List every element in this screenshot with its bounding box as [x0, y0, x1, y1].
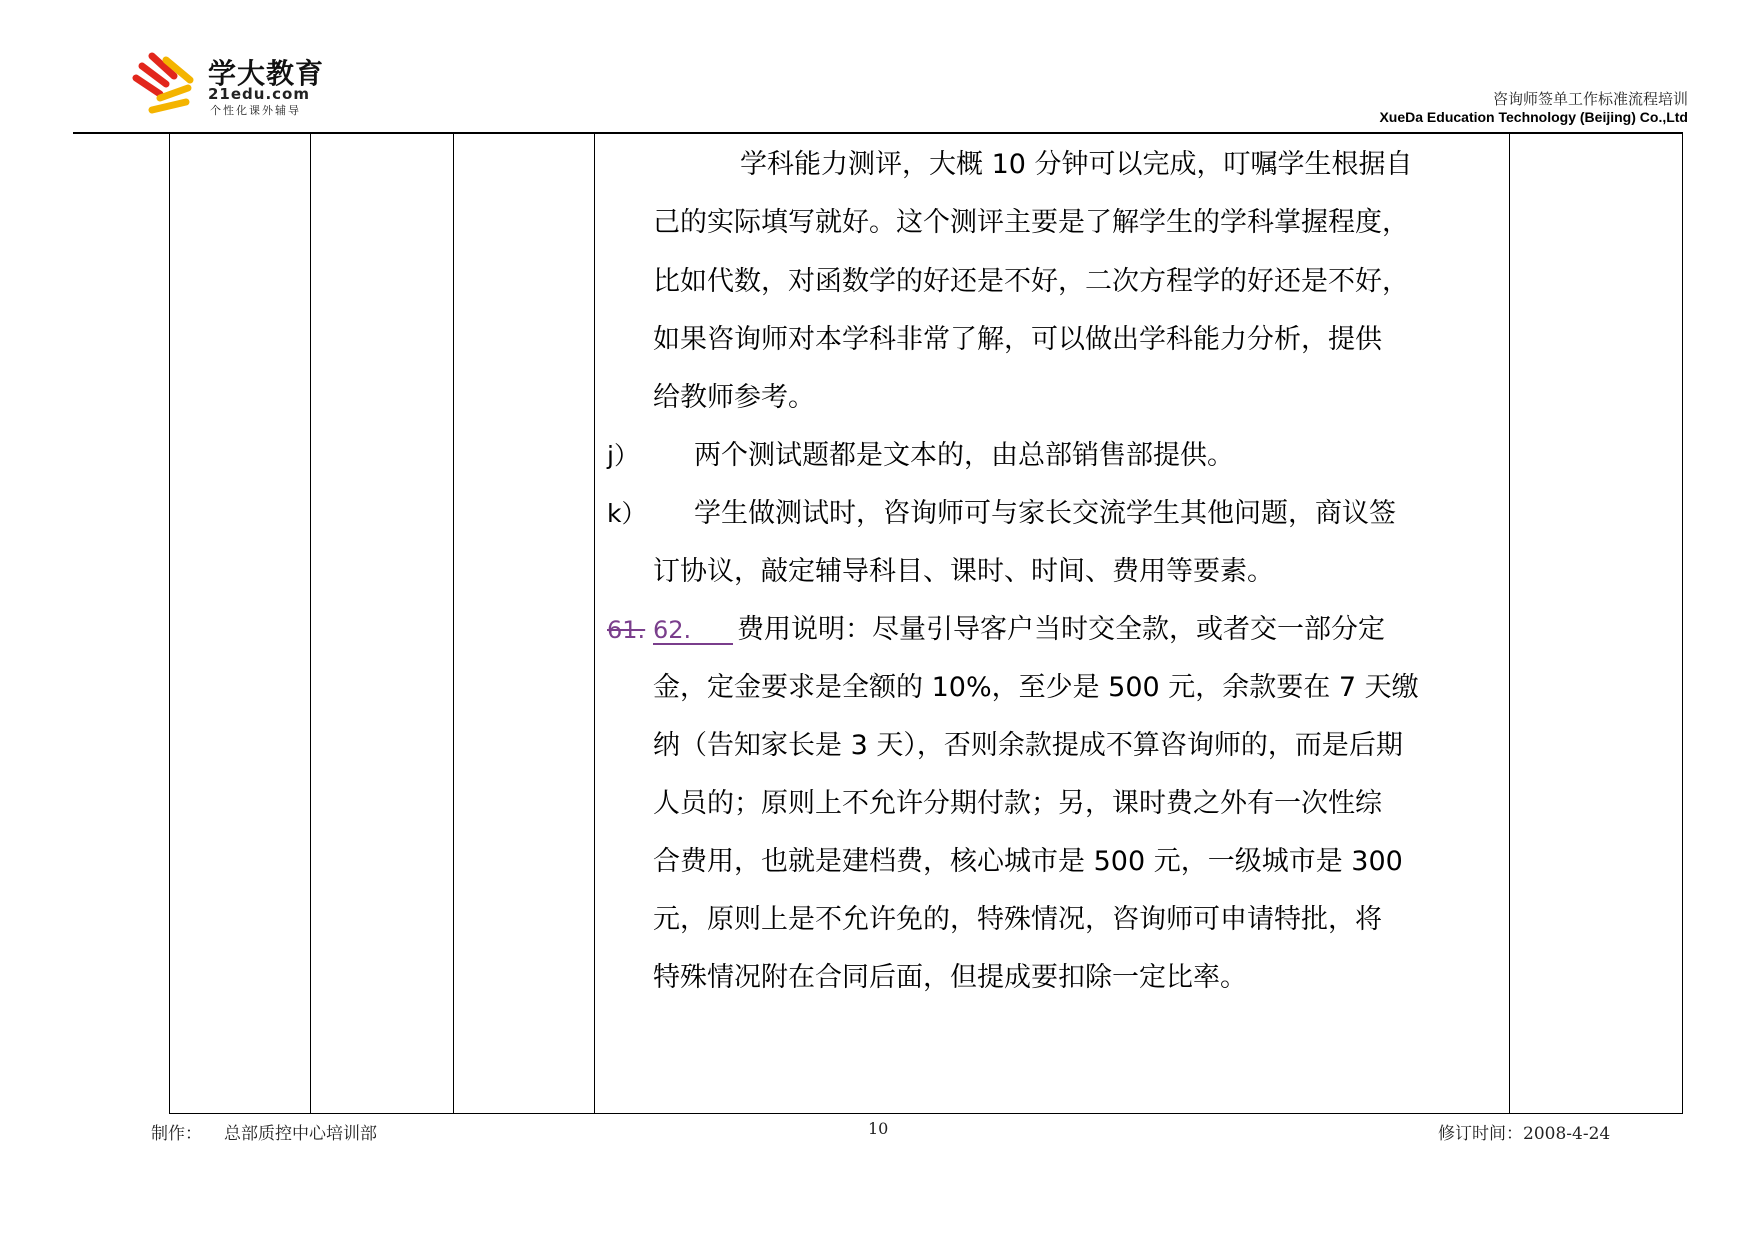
list-marker-j: j） — [607, 441, 639, 470]
text-line: 学科能力测评，大概 10 分钟可以完成，叮嘱学生根据自 — [740, 149, 1413, 180]
content-cell — [594, 134, 1509, 1113]
column-divider-4 — [1509, 134, 1510, 1113]
logo-mark-icon — [130, 50, 200, 120]
deleted-list-number: 61. — [607, 616, 646, 644]
document-title: 咨询师签单工作标准流程培训 — [1492, 90, 1688, 108]
text-line: 纳（告知家长是 3 天），否则余款提成不算咨询师的，而是后期 — [653, 730, 1403, 761]
text-line: 订协议，敲定辅导科目、课时、时间、费用等要素。 — [653, 556, 1274, 587]
column-divider-1 — [310, 134, 311, 1113]
header-info — [1379, 90, 1688, 125]
logo-name: 学大教育 — [208, 57, 325, 90]
text-line: 给教师参考。 — [653, 382, 815, 413]
footer-author — [151, 1119, 377, 1144]
footer-made-by-label: 制作： — [151, 1124, 202, 1144]
text-line: 如果咨询师对本学科非常了解，可以做出学科能力分析，提供 — [653, 324, 1382, 355]
company-logo — [130, 50, 330, 122]
text-line: 两个测试题都是文本的，由总部销售部提供。 — [694, 440, 1234, 471]
page-number: 10 — [868, 1119, 889, 1138]
logo-domain: 21edu.com — [208, 85, 310, 103]
text-line: 己的实际填写就好。这个测评主要是了解学生的学科掌握程度， — [653, 207, 1409, 238]
text-line: 特殊情况附在合同后面，但提成要扣除一定比率。 — [653, 962, 1247, 993]
column-divider-2 — [453, 134, 454, 1113]
text-line: 合费用，也就是建档费，核心城市是 500 元，一级城市是 300 — [653, 846, 1403, 877]
text-line: 学生做测试时，咨询师可与家长交流学生其他问题，商议签 — [694, 498, 1396, 529]
inserted-list-number: 62. — [653, 613, 733, 645]
footer-department: 总部质控中心培训部 — [224, 1124, 377, 1144]
company-name: XueDa Education Technology (Beijing) Co.,Ltd — [1379, 109, 1688, 125]
text-line: 比如代数，对函数学的好还是不好，二次方程学的好还是不好， — [653, 266, 1409, 297]
footer-revision-date: 修订时间：2008-4-24 — [1438, 1124, 1611, 1144]
text-line: 费用说明：尽量引导客户当时交全款，或者交一部分定 — [737, 614, 1385, 645]
text-line: 金，定金要求是全额的 10%，至少是 500 元，余款要在 7 天缴 — [653, 672, 1419, 703]
process-table — [169, 133, 1683, 1114]
text-line: 人员的；原则上不允许分期付款；另，课时费之外有一次性综 — [653, 788, 1382, 819]
text-line: 元，原则上是不允许免的，特殊情况，咨询师可申请特批，将 — [653, 904, 1382, 935]
logo-slogan: 个性化课外辅导 — [210, 104, 301, 117]
list-marker-k: k） — [607, 499, 647, 528]
